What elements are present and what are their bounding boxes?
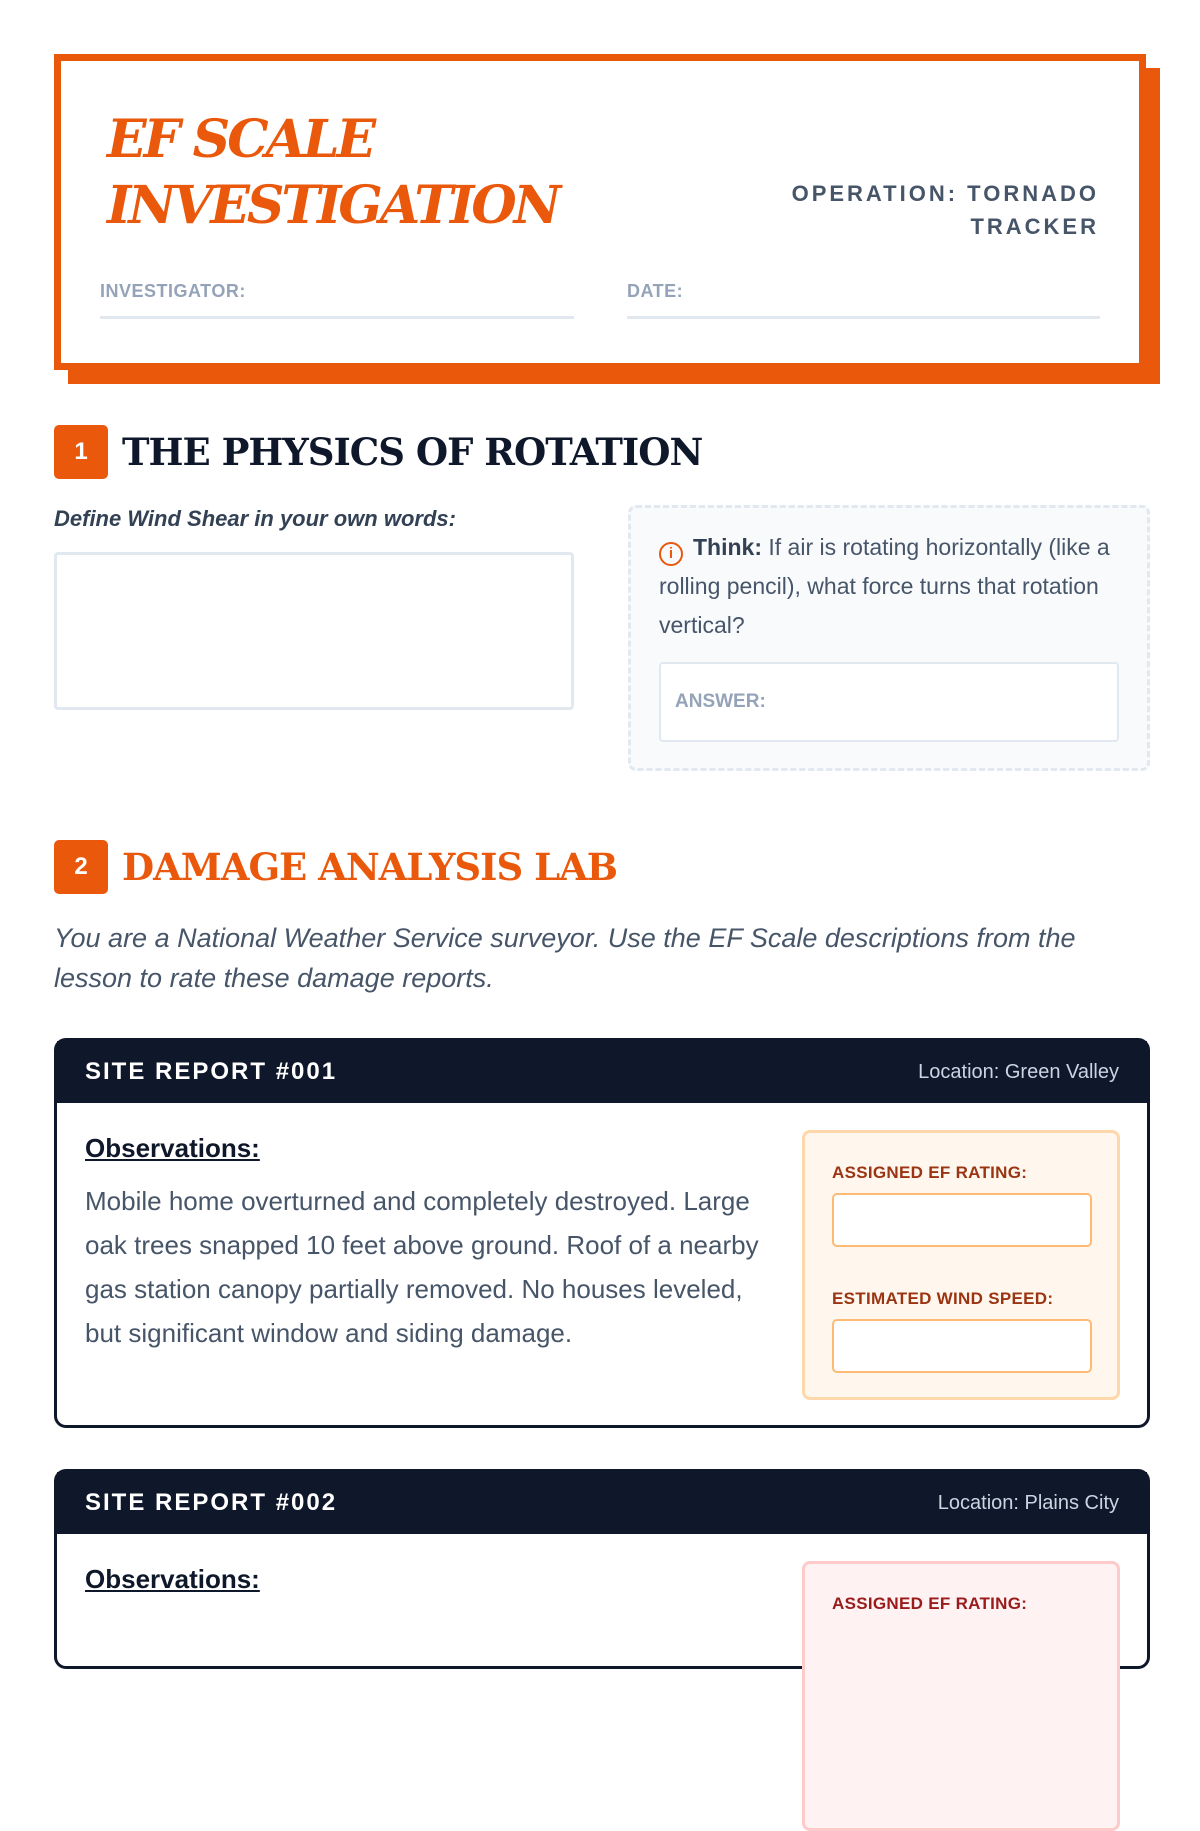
site-report-location: Location: Green Valley [918, 1060, 1119, 1083]
page-title [107, 107, 558, 239]
think-callout [628, 505, 1150, 771]
wind-speed-input[interactable] [832, 1319, 1092, 1373]
site-report-card [54, 1469, 1150, 1669]
site-report-title: SITE REPORT #001 [85, 1058, 338, 1085]
site-report-header [57, 1041, 1147, 1103]
ef-rating-label: ASSIGNED EF RATING: [832, 1163, 1028, 1182]
header-card [54, 54, 1146, 370]
title-line-2: INVESTIGATION [107, 175, 559, 236]
rating-panel [802, 1561, 1120, 1831]
operation-line-1: OPERATION: TORNADO [791, 181, 1099, 206]
site-report-header [57, 1472, 1147, 1534]
section-1-heading [54, 425, 702, 479]
observations-label: Observations: [85, 1564, 260, 1594]
answer-input[interactable] [659, 662, 1119, 742]
section-2-number: 2 [54, 840, 108, 894]
section-1-number: 1 [54, 425, 108, 479]
define-wind-shear-input[interactable] [54, 552, 574, 710]
ef-rating-label: ASSIGNED EF RATING: [832, 1594, 1028, 1613]
date-label: DATE: [627, 281, 684, 301]
define-wind-shear-label: Define Wind Shear in your own words: [54, 506, 456, 531]
operation-subtitle [739, 177, 1099, 243]
site-report-location: Location: Plains City [937, 1491, 1119, 1514]
rating-panel [802, 1130, 1120, 1400]
answer-label: ANSWER: [675, 691, 766, 712]
section-2-title: DAMAGE ANALYSIS LAB [122, 845, 618, 889]
section-2-heading [54, 840, 617, 894]
wind-speed-label: ESTIMATED WIND SPEED: [832, 1289, 1054, 1308]
title-line-1: EF SCALE [107, 109, 374, 170]
observations-label: Observations: [85, 1133, 260, 1163]
think-prompt [659, 528, 1119, 645]
section-1-title: THE PHYSICS OF ROTATION [122, 430, 703, 474]
info-icon: i [659, 542, 683, 566]
ef-rating-input[interactable] [832, 1193, 1092, 1247]
operation-line-2: TRACKER [970, 214, 1099, 239]
site-report-card [54, 1038, 1150, 1428]
observations-text: Mobile home overturned and completely destroyed. Large oak trees snapped 10 feet above ground. Roof of a nearby gas station canopy partially removed. No houses leveled, but significant window and siding damage. [85, 1186, 759, 1348]
investigator-field[interactable] [100, 281, 574, 319]
think-label: Think: [693, 534, 762, 560]
date-field[interactable] [627, 281, 1100, 319]
site-report-title: SITE REPORT #002 [85, 1489, 338, 1516]
think-question: If air is rotating horizontally (like a rolling pencil), what force turns that rotation vertical? [659, 534, 1110, 638]
section-2-intro: You are a National Weather Service surveyor. Use the EF Scale descriptions from the lesson to rate these damage reports. [54, 923, 1076, 993]
investigator-label: INVESTIGATOR: [100, 281, 246, 301]
